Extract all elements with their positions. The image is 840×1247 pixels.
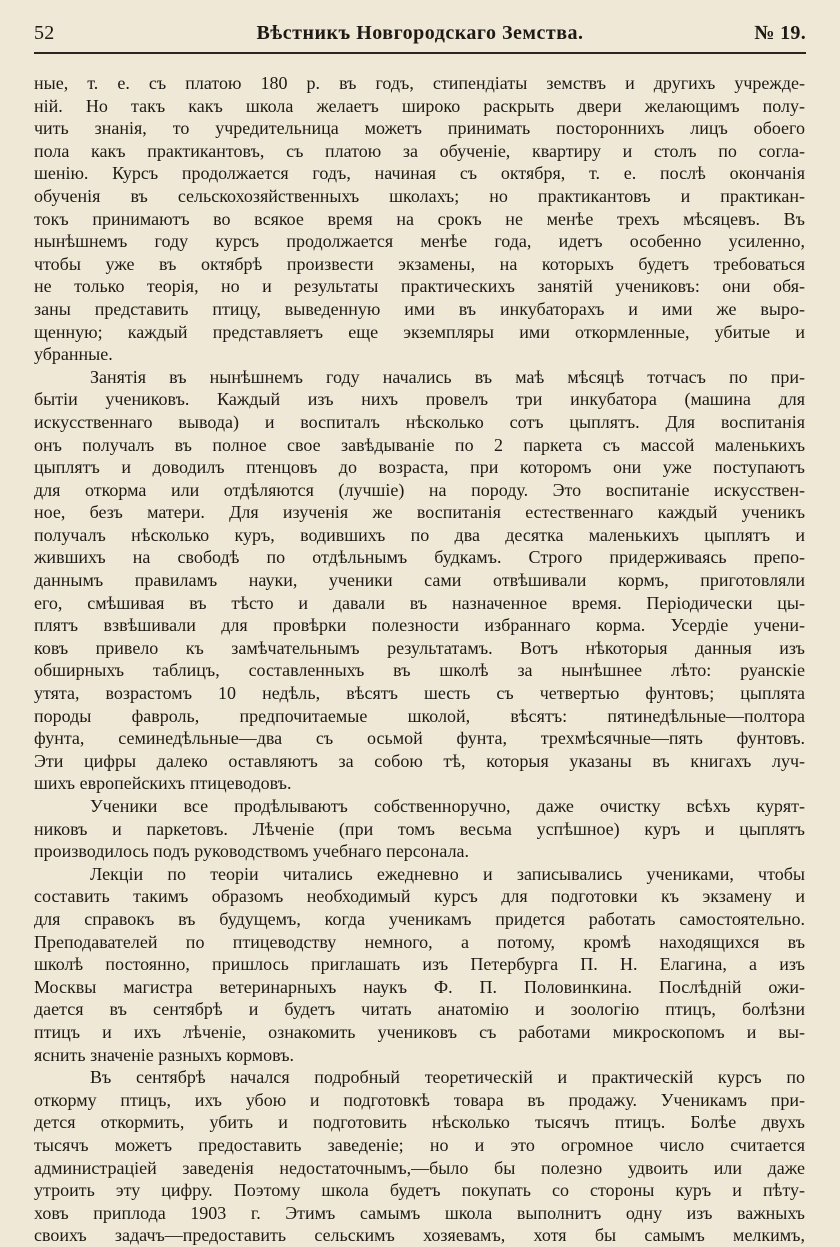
text-line: убранные.	[34, 344, 113, 365]
text-line: Занятія въ нынѣшнемъ году начались въ маѣ мѣсяцѣ тотчасъ по при-	[90, 366, 805, 387]
text-line: тысячъ можетъ предоставить заведеніе; но и это огромное число считается	[34, 1134, 805, 1155]
text-line: искусственнаго вывода) и воспиталъ нѣсколько сотъ цыплятъ. Для воспитанія	[34, 411, 805, 432]
text-line: для откорма или отдѣляются (лучшіе) на породу. Это воспитаніе искусствен-	[34, 479, 805, 500]
text-line: чтобы уже въ октябрѣ произвести экзамены, на которыхъ будетъ требоваться	[34, 253, 805, 274]
text-line: своихъ задачъ—предоставить сельскимъ хозяевамъ, хотя бы самымъ мелкимъ,	[34, 1225, 805, 1246]
article-body	[34, 72, 805, 1247]
header-rule	[34, 52, 806, 54]
text-line: фунта, семинедѣльные—два съ осьмой фунта, трехмѣсячные—пять фунтовъ.	[34, 728, 805, 749]
text-line: нынѣшнемъ году курсъ продолжается менѣе года, идетъ особенно усиленно,	[34, 231, 805, 252]
text-line: пола какъ практикантовъ, съ платою за обученіе, квартиру и столъ по согла-	[34, 140, 805, 161]
text-line: плятъ взвѣшивали для провѣрки полезности избраннаго корма. Усердіе учени-	[34, 615, 805, 636]
text-line: Преподавателей по птицеводству немного, а потому, кромѣ находящихся въ	[34, 931, 805, 952]
text-line: обширныхъ таблицъ, составленныхъ въ школѣ за нынѣшнее лѣто: руанскіе	[34, 660, 805, 681]
text-line: для справокъ въ будущемъ, когда ученикамъ придется работать самостоятельно.	[34, 908, 805, 929]
text-line: получалъ нѣсколько куръ, водившихъ по два десятка маленькихъ цыплятъ и	[34, 524, 805, 545]
page-header	[34, 18, 806, 50]
text-line: шихъ европейскихъ птицеводовъ.	[34, 773, 292, 794]
text-line: составить такимъ образомъ необходимый курсъ для подготовки къ экзамену и	[34, 886, 805, 907]
text-line: Москвы магистра ветеринарныхъ наукъ Ф. П. Половинкина. Послѣдній ожи-	[34, 976, 805, 997]
text-line: породы фавроль, предпочитаемые школой, вѣсятъ: пятинедѣльные—полтора	[34, 705, 805, 726]
text-line: администраціей заведенія недостаточнымъ,—было бы полезно удвоить или даже	[34, 1157, 805, 1178]
text-line: Эти цифры далеко оставляютъ за собою тѣ, которыя указаны въ книгахъ луч-	[34, 750, 805, 771]
text-line: шенію. Курсъ продолжается годъ, начиная съ октября, т. е. послѣ окончанія	[34, 163, 805, 184]
issue-number: № 19.	[754, 22, 806, 44]
page-number: 52	[34, 22, 55, 44]
text-line: птицъ и ихъ лѣченіе, ознакомить учениковъ съ работами микроскопомъ и вы-	[34, 1021, 805, 1042]
text-line: школѣ постоянно, пришлось приглашать изъ Петербурга П. Н. Елагина, а изъ	[34, 954, 805, 975]
text-line: Ученики все продѣлываютъ собственноручно, даже очистку всѣхъ курят-	[90, 796, 805, 816]
text-line: заны представить птицу, выведенную ими въ инкубаторахъ и ими же выро-	[34, 298, 805, 319]
text-line: утята, возрастомъ 10 недѣль, вѣсятъ шесть съ четвертью фунтовъ; цыплята	[34, 683, 805, 704]
text-line: ное, безъ матери. Для изученія же воспитанія естественнаго каждый ученикъ	[34, 502, 805, 523]
text-line: никовъ и паркетовъ. Лѣченіе (при томъ весьма успѣшное) куръ и цыплятъ	[34, 818, 805, 839]
text-line: его, смѣшивая въ тѣсто и давали въ назначенное время. Періодически цы-	[34, 592, 805, 613]
text-line: дается въ сентябрѣ и будетъ читать анатомію и зоологію птицъ, болѣзни	[34, 999, 805, 1020]
text-line: жившихъ на свободѣ по отдѣльнымъ будкамъ. Строго придерживаясь препо-	[34, 547, 805, 568]
text-line: не только теорія, но и результаты практическихъ занятій учениковъ: они обя-	[34, 276, 805, 297]
text-line: бытіи учениковъ. Каждый изъ нихъ провелъ три инкубатора (машина для	[34, 389, 805, 410]
text-line: чить знанія, то учредительница можетъ принимать постороннихъ лицъ обоего	[34, 118, 805, 139]
text-line: щенную; каждый представляетъ еще экземпляры ими откормленные, убитые и	[34, 321, 805, 342]
text-line: Въ сентябрѣ начался подробный теоретическій и практическій курсъ по	[90, 1067, 805, 1088]
text-line: обученія въ сельскохозяйственныхъ школахъ; но практикантовъ и практикан-	[34, 185, 805, 206]
text-line: Лекціи по теоріи читались ежедневно и записывались учениками, чтобы	[90, 863, 805, 884]
text-line: онъ получалъ въ полное свое завѣдываніе по 2 паркета съ массой маленькихъ	[34, 434, 805, 455]
text-line: откорму птицъ, ихъ убою и подготовкѣ товара въ продажу. Ученикамъ при-	[34, 1089, 805, 1110]
text-line: ные, т. е. съ платою 180 р. въ годъ, стипендіаты земствъ и другихъ учрежде-	[34, 73, 805, 93]
text-line: ховъ приплода 1903 г. Этимъ самымъ школа выполнитъ одну изъ важныхъ	[34, 1202, 805, 1223]
text-line: утроить эту цифру. Поэтому школа будетъ покупать со стороны куръ и пѣту-	[34, 1180, 805, 1201]
text-line: ковъ привело къ замѣчательнымъ результатамъ. Вотъ нѣкоторыя данныя изъ	[34, 637, 805, 658]
text-line: производилось подъ руководствомъ учебнаго персонала.	[34, 841, 470, 862]
journal-title: Вѣстникъ Новгородскаго Земства.	[256, 22, 584, 44]
text-line: цыплятъ и доводилъ птенцовъ до возраста, при которомъ они уже поступаютъ	[34, 457, 805, 478]
text-line: даннымъ правиламъ науки, ученики сами отвѣшивали кормъ, приготовляли	[34, 570, 805, 591]
text-line: токъ принимаютъ во всякое время на срокъ не менѣе трехъ мѣсяцевъ. Въ	[34, 208, 805, 229]
text-line: дется откормить, убить и подготовить нѣсколько тысячъ птицъ. Болѣе двухъ	[34, 1112, 805, 1133]
text-line: ній. Но такъ какъ школа желаетъ широко раскрыть двери желающимъ полу-	[34, 95, 805, 116]
text-line: яснить значеніе разныхъ кормовъ.	[34, 1044, 295, 1065]
